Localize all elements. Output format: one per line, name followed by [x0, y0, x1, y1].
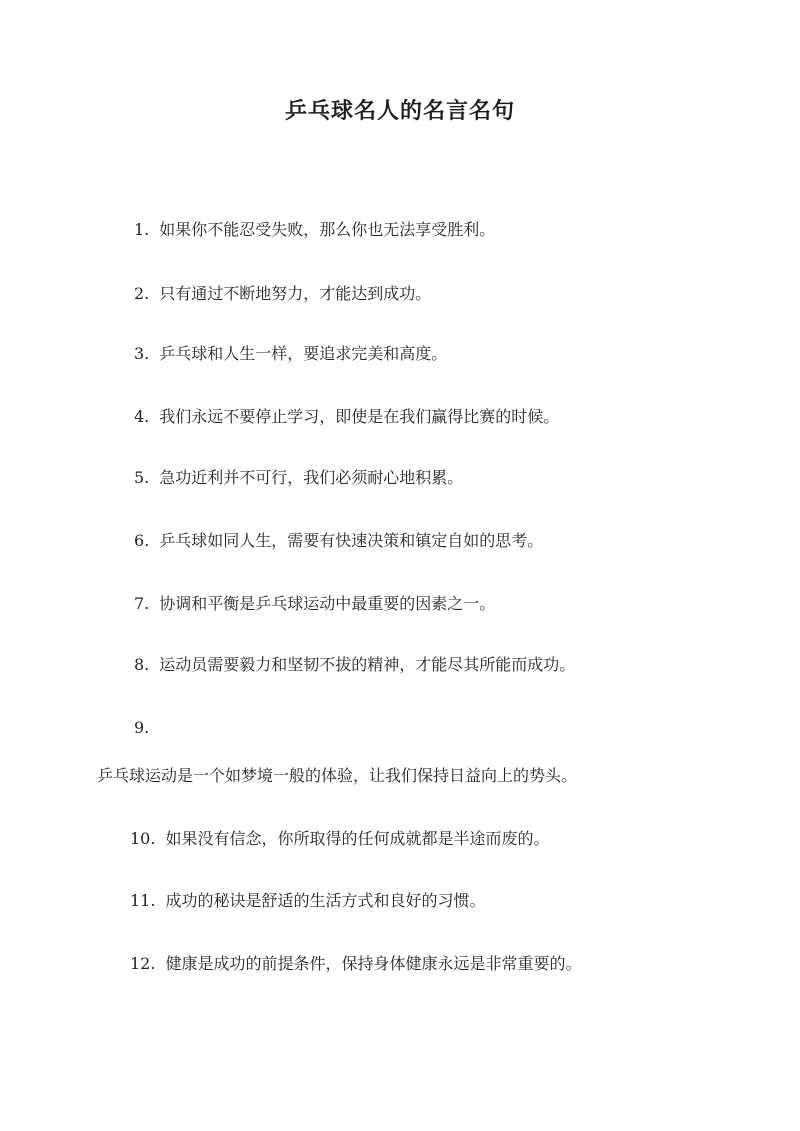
- list-item-number: 9.: [134, 718, 150, 737]
- list-item-number: 3.: [134, 344, 150, 363]
- list-item-text: 如果没有信念，你所取得的任何成就都是半途而废的。: [165, 829, 550, 848]
- list-item-text: 我们永远不要停止学习，即使是在我们赢得比赛的时候。: [159, 407, 560, 426]
- list-item-text: 只有通过不断地努力，才能达到成功。: [159, 284, 432, 303]
- list-item: [134, 593, 495, 615]
- list-item: [134, 283, 431, 305]
- page-title: 乒乓球名人的名言名句: [284, 98, 515, 124]
- list-item: [134, 219, 495, 241]
- list-item: [134, 530, 543, 552]
- list-item-number: 6.: [134, 531, 150, 550]
- list-item-number: 5.: [134, 468, 150, 487]
- list-item-number: 11.: [130, 891, 156, 910]
- list-item: [134, 343, 447, 365]
- list-item: [134, 654, 575, 676]
- list-item-text: 乒乓球和人生一样，要追求完美和高度。: [159, 344, 448, 363]
- list-item-number: 10.: [130, 829, 156, 848]
- list-item-text-wrapped: 乒乓球运动是一个如梦境一般的体验，让我们保持日益向上的势头。: [97, 766, 578, 785]
- list-item-text: 乒乓球如同人生，需要有快速决策和镇定自如的思考。: [159, 531, 544, 550]
- list-item-number: 1.: [134, 220, 150, 239]
- list-item-number: 12.: [130, 954, 156, 973]
- list-item: [130, 890, 485, 912]
- list-item-text: 运动员需要毅力和坚韧不拔的精神，才能尽其所能而成功。: [159, 655, 576, 674]
- list-item-number: 4.: [134, 407, 150, 426]
- list-item: [130, 953, 581, 975]
- list-item-text: 急功近利并不可行，我们必须耐心地积累。: [159, 468, 464, 487]
- list-item: [134, 717, 159, 739]
- list-item: [130, 828, 549, 850]
- list-item-text: 成功的秘诀是舒适的生活方式和良好的习惯。: [165, 891, 486, 910]
- list-item-text: 如果你不能忍受失败，那么你也无法享受胜利。: [159, 220, 496, 239]
- list-item-text: 协调和平衡是乒乓球运动中最重要的因素之一。: [159, 594, 496, 613]
- list-item-text: 健康是成功的前提条件，保持身体健康永远是非常重要的。: [165, 954, 582, 973]
- list-item: [134, 406, 559, 428]
- list-item-number: 7.: [134, 594, 150, 613]
- list-item-number: 8.: [134, 655, 150, 674]
- list-item-number: 2.: [134, 284, 150, 303]
- list-item: [134, 467, 463, 489]
